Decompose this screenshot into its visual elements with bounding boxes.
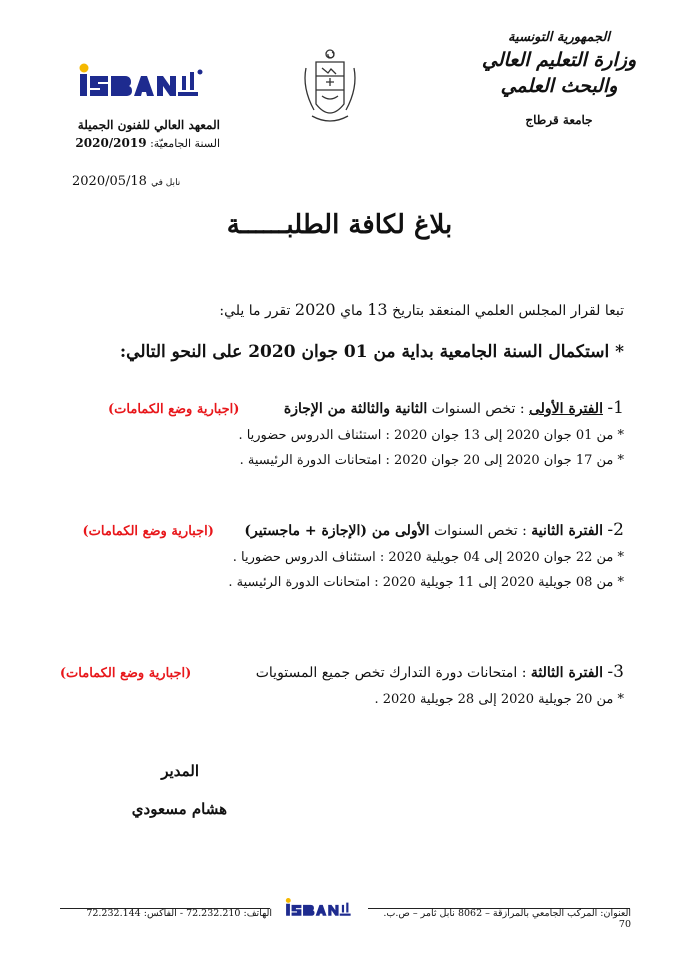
period-line: * من 17 جوان 2020 إلى 20 جوان 2020 : امتحانات الدورة الرئيسية . [239, 453, 624, 468]
academic-year-value: 2020/2019 [75, 136, 147, 150]
university-label: جامعة قرطاج [525, 113, 593, 127]
footer-address: العنوان: المركب الجامعي بالمرازقة – 8062 نابل ثامر – ص.ب. 70 [383, 908, 631, 930]
ministry-line-1: وزارة التعليم العالي [481, 49, 637, 71]
header-institute-block [60, 118, 220, 150]
period-desc-bold: الأولى من (الإجازة + ماجستير) [244, 523, 430, 539]
academic-year-label: السنة الجامعيّة: [150, 137, 220, 150]
period-desc-bold: الثانية والثالثة من الإجازة [283, 401, 428, 417]
period-name: الفترة الأولى [529, 401, 603, 417]
page-title: بلاغ لكافة الطلبــــــة [226, 210, 453, 240]
intro-month: ماي [340, 303, 363, 319]
period-name: الفترة الثالثة [530, 665, 603, 681]
mask-note: (اجبارية وضع الكمامات) [108, 402, 240, 417]
ministry-line-2: والبحث العلمي [500, 75, 618, 97]
period-2 [44, 520, 624, 590]
footer-phone: الهاتف: 72.232.210 - الفاكس: 72.232.144 [86, 908, 272, 919]
period-name: الفترة الثانية [531, 523, 603, 539]
period-number: 2- [607, 520, 624, 540]
intro-paragraph [104, 300, 624, 319]
mask-note: (اجبارية وضع الكمامات) [82, 524, 214, 539]
period-heading [44, 662, 624, 682]
period-heading [44, 520, 624, 540]
period-heading [64, 398, 624, 418]
isban-logo-footer [285, 894, 355, 920]
period-desc-prefix: : تخص السنوات [431, 401, 525, 417]
period-3 [44, 662, 624, 707]
intro-year: 2020 [294, 300, 336, 319]
schedule-subtitle: * استكمال السنة الجامعية بداية من 01 جوان 2020 على النحو التالي: [119, 342, 624, 362]
mask-note: (اجبارية وضع الكمامات) [59, 666, 192, 681]
period-desc-prefix: : امتحانات دورة التدارك تخص جميع المستويات [255, 665, 527, 681]
period-desc-prefix: : تخص السنوات [433, 523, 527, 539]
document-date [72, 174, 180, 189]
period-line: * من 08 جويلية 2020 إلى 11 جويلية 2020 : امتحانات الدورة الرئيسية . [228, 575, 624, 590]
period-number: 1- [607, 398, 624, 418]
isban-logo [78, 62, 206, 98]
academic-year-line [60, 136, 220, 150]
period-line: * من 20 جويلية 2020 إلى 28 جويلية 2020 . [374, 692, 624, 707]
date-label: نابل في [151, 178, 181, 188]
header-ministry-block [459, 30, 659, 127]
intro-after: تقرر ما يلي: [219, 303, 291, 319]
intro-day: 13 [367, 300, 388, 319]
period-line: * من 22 جوان 2020 إلى 04 جويلية 2020 : استئناف الدروس حضوريا . [232, 550, 624, 565]
period-1 [64, 398, 624, 468]
institute-name: المعهد العالي للفنون الجميلة [77, 118, 220, 132]
coat-of-arms-emblem [298, 46, 362, 128]
date-value: 2020/05/18 [72, 174, 147, 189]
republic-label: الجمهورية التونسية [508, 30, 610, 45]
signature-name: هشام مسعودي [131, 800, 227, 818]
period-line: * من 01 جوان 2020 إلى 13 جوان 2020 : استئناف الدروس حضوريا . [238, 428, 624, 443]
intro-before: تبعا لقرار المجلس العلمي المنعقد بتاريخ [392, 303, 624, 319]
signature-role: المدير [161, 762, 199, 780]
period-number: 3- [607, 662, 624, 682]
